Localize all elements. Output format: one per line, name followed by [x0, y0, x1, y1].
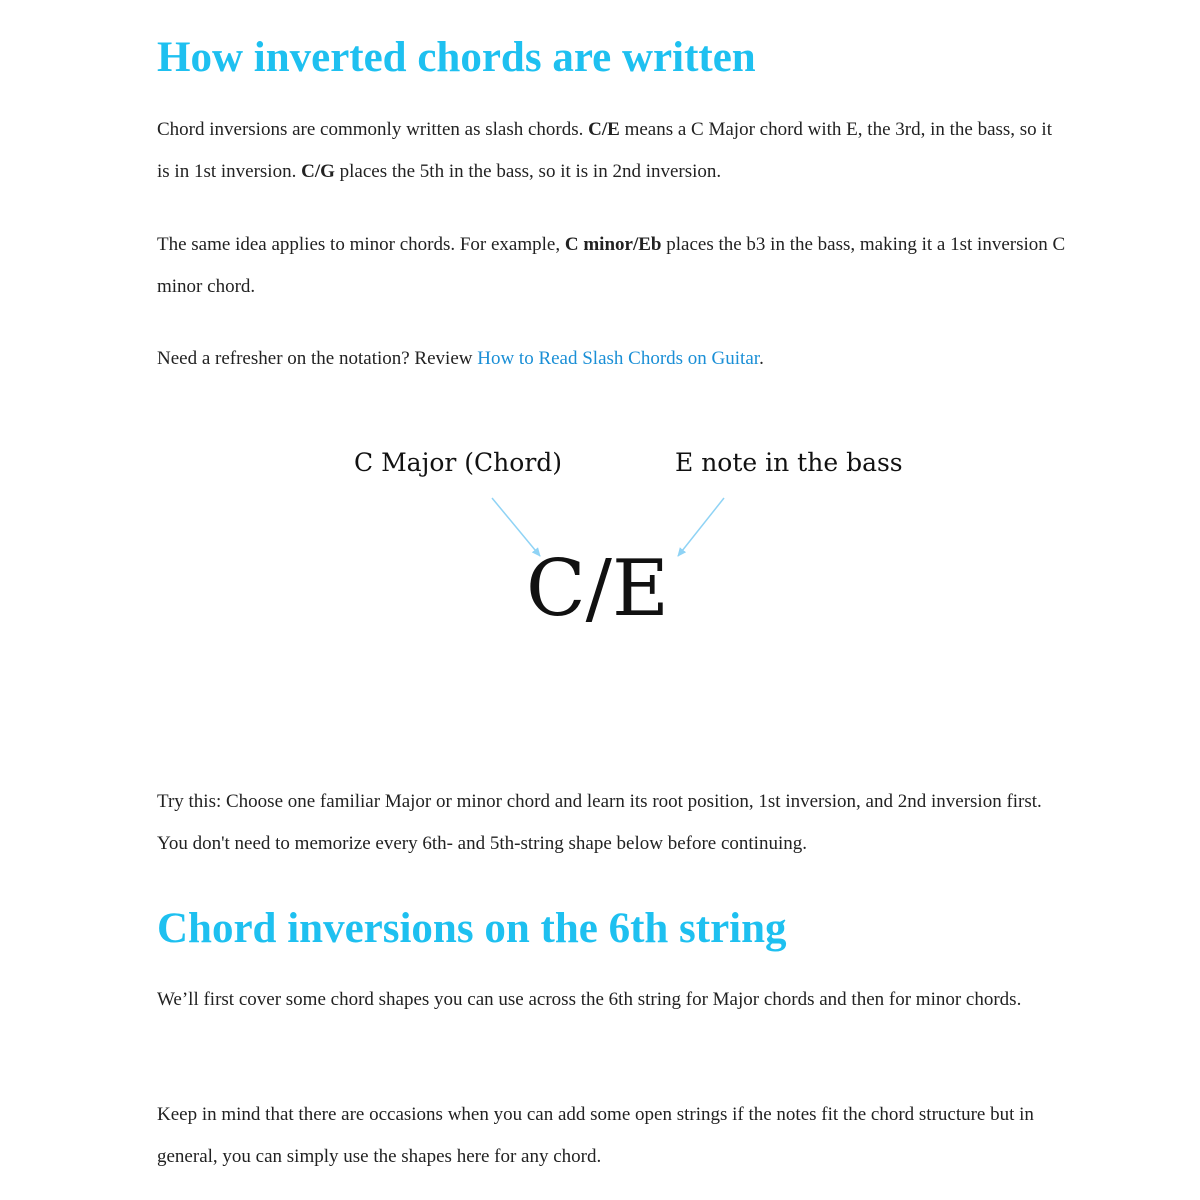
slash-chord-diagram — [300, 430, 940, 670]
bold-chord-c-g: C/G — [301, 161, 335, 182]
slash-chords-link[interactable]: How to Read Slash Chords on Guitar — [477, 348, 760, 369]
text-segment: The same idea applies to minor chords. For example, — [157, 234, 565, 255]
bold-chord-c-e: C/E — [588, 119, 620, 140]
paragraph-sixth-string-intro: We’ll first cover some chord shapes you can use across the 6th string for Major chords and then for minor chords. — [157, 989, 1022, 1010]
text-segment: Need a refresher on the notation? Review — [157, 348, 478, 369]
paragraph-refresher — [157, 338, 1067, 380]
text-segment: places the b3 in the bass, making it a 1st inversion C minor chord. — [157, 234, 1066, 297]
arrow-to-bass-note — [678, 498, 724, 556]
section-heading-inverted-chords: How inverted chords are written — [157, 34, 756, 81]
paragraph-minor-chords — [157, 224, 1067, 308]
paragraph-try-this: Try this: Choose one familiar Major or minor chord and learn its root position, 1st inversion, and 2nd inversion first. You don't need to memorize every 6th- and 5th-string shape below before continuing. — [157, 791, 1042, 854]
bold-chord-c-minor-eb: C minor/Eb — [564, 234, 662, 255]
slash-chord-symbol: C/E — [526, 544, 669, 634]
text-segment: places the 5th in the bass, so it is in 2nd inversion. — [334, 161, 722, 182]
text-segment: means a C Major chord with E, the 3rd, in the bass, so it is in 1st inversion. — [157, 119, 1052, 182]
chord-label: C Major (Chord) — [354, 448, 563, 477]
section-heading-sixth-string: Chord inversions on the 6th string — [157, 905, 787, 952]
paragraph-open-strings: Keep in mind that there are occasions when you can add some open strings if the notes fit the chord structure but in general, you can simply use the shapes here for any chord. — [157, 1104, 1034, 1167]
text-segment: Chord inversions are commonly written as slash chords. — [157, 119, 589, 140]
paragraph-slash-chords — [157, 109, 1067, 193]
bass-note-label: E note in the bass — [675, 448, 903, 477]
text-segment: . — [759, 348, 764, 369]
